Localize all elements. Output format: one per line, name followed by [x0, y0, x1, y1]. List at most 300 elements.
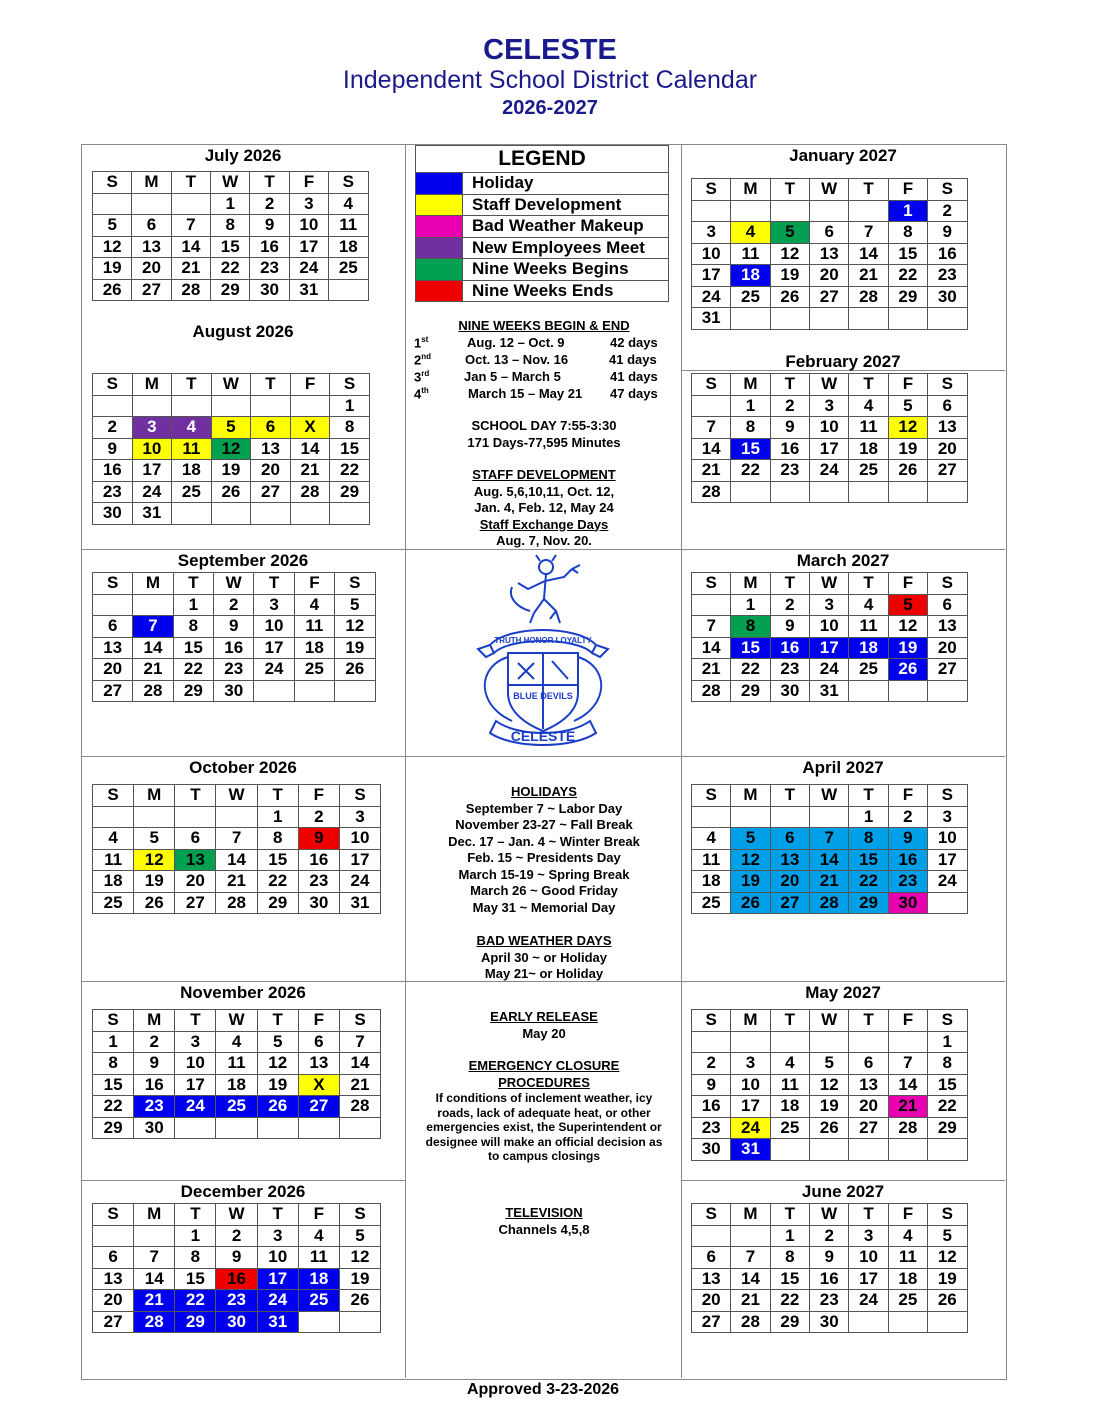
weekday-header-row [93, 172, 369, 194]
legend-swatch-nine-weeks-begins [416, 259, 463, 281]
weekday-header: F [290, 374, 330, 396]
empty-day-cell [888, 1139, 927, 1161]
month-title-november-2026: November 2026 [180, 983, 306, 1002]
day-cell: 8 [330, 417, 370, 439]
day-cell: 30 [928, 286, 967, 308]
day-cell: 18 [731, 265, 770, 287]
weekday-header: F [888, 1010, 927, 1032]
day-cell: 3 [289, 193, 328, 215]
empty-day-cell [731, 481, 770, 503]
legend-label-staff-development: Staff Development [463, 194, 669, 216]
day-cell: 24 [731, 1117, 770, 1139]
day-cell: 13 [849, 1074, 888, 1096]
day-cell: 31 [132, 503, 172, 525]
day-cell: 15 [731, 637, 770, 659]
day-cell: 30 [214, 680, 254, 702]
day-cell: 27 [298, 1096, 339, 1118]
column-divider-left [405, 144, 406, 1378]
day-cell: 2 [134, 1031, 175, 1053]
legend-label-bad-weather: Bad Weather Makeup [463, 216, 669, 238]
day-cell: 11 [770, 1074, 809, 1096]
staff-development-dates-2: Jan. 4, Feb. 12, May 24 [474, 500, 614, 515]
day-cell: 7 [216, 828, 257, 850]
week-row [93, 236, 369, 258]
week-row [692, 1053, 968, 1075]
week-row [93, 1096, 381, 1118]
weekday-header: S [93, 1204, 134, 1226]
day-cell: 16 [692, 1096, 731, 1118]
day-cell: 20 [175, 871, 216, 893]
weekday-header: T [849, 785, 888, 807]
empty-day-cell [134, 1225, 175, 1247]
day-cell: 27 [93, 680, 133, 702]
month-title-january-2027: January 2027 [789, 146, 897, 165]
empty-day-cell [810, 1139, 849, 1161]
day-cell: 23 [93, 481, 133, 503]
day-cell: 25 [294, 659, 334, 681]
week-row [692, 806, 968, 828]
day-cell: 29 [173, 680, 213, 702]
empty-day-cell [134, 806, 175, 828]
month-title-march-2027: March 2027 [796, 551, 890, 570]
day-cell: 4 [93, 828, 134, 850]
day-cell: 29 [928, 1117, 967, 1139]
day-cell: 20 [770, 871, 809, 893]
day-cell: 14 [731, 1268, 770, 1290]
day-cell: 6 [810, 222, 849, 244]
day-cell: 25 [216, 1096, 257, 1118]
day-cell: 19 [211, 460, 251, 482]
month-title-december-2026: December 2026 [180, 1182, 306, 1201]
day-cell: 21 [849, 265, 888, 287]
day-cell: 7 [810, 828, 849, 850]
day-cell: 13 [93, 637, 133, 659]
week-row [93, 460, 370, 482]
day-cell: 24 [254, 659, 294, 681]
day-cell: 12 [888, 417, 927, 439]
day-cell: 14 [290, 438, 330, 460]
day-cell: 9 [888, 828, 927, 850]
day-cell: 31 [731, 1139, 770, 1161]
weekday-header: T [175, 785, 216, 807]
day-cell: 28 [133, 680, 173, 702]
day-cell: 1 [770, 1225, 809, 1247]
empty-day-cell [731, 806, 770, 828]
month-title-february-2027: February 2027 [785, 352, 901, 371]
empty-day-cell [810, 806, 849, 828]
day-cell: 26 [211, 481, 251, 503]
day-cell: 13 [175, 849, 216, 871]
day-cell: 22 [731, 460, 770, 482]
legend-label-nine-weeks-begins: Nine Weeks Begins [463, 259, 669, 281]
day-cell: 1 [330, 395, 370, 417]
day-cell: 19 [335, 637, 375, 659]
day-cell: 30 [134, 1117, 175, 1139]
weekday-header: F [289, 172, 328, 194]
nine-weeks-row [414, 352, 676, 369]
day-cell: 2 [214, 594, 254, 616]
day-cell: 3 [849, 1225, 888, 1247]
week-row [93, 659, 376, 681]
week-row [692, 849, 968, 871]
page-title: CELESTE [483, 34, 617, 66]
week-row [692, 659, 968, 681]
day-cell: 28 [810, 892, 849, 914]
day-cell: 21 [692, 460, 731, 482]
day-cell: 10 [257, 1247, 298, 1269]
nine-weeks-days: 41 days [610, 369, 658, 384]
weekday-header: S [928, 785, 967, 807]
day-cell: 22 [93, 1096, 134, 1118]
nine-weeks-days: 42 days [610, 335, 658, 350]
day-cell: 16 [93, 460, 133, 482]
weekday-header: T [175, 1010, 216, 1032]
empty-day-cell [731, 200, 770, 222]
row-divider-2 [81, 756, 1005, 757]
day-cell: 2 [770, 395, 809, 417]
day-cell: 1 [173, 594, 213, 616]
day-cell: 8 [731, 417, 770, 439]
holiday-line: March 26 ~ Good Friday [470, 883, 618, 898]
day-cell: 27 [175, 892, 216, 914]
day-cell: 12 [257, 1053, 298, 1075]
day-cell: 9 [770, 417, 809, 439]
day-cell: 14 [134, 1268, 175, 1290]
holiday-line: May 31 ~ Memorial Day [472, 899, 616, 915]
day-cell: 11 [888, 1247, 927, 1269]
day-cell: 12 [335, 616, 375, 638]
day-cell: 1 [731, 594, 770, 616]
approval-date: Approved 3-23-2026 [466, 1381, 620, 1398]
day-cell: 25 [849, 659, 888, 681]
weekday-header: F [294, 573, 334, 595]
weekday-header: S [335, 573, 375, 595]
weekday-header: F [298, 1010, 339, 1032]
day-cell: 22 [173, 659, 213, 681]
day-cell: 14 [133, 637, 173, 659]
empty-day-cell [770, 1031, 809, 1053]
day-cell: 4 [294, 594, 334, 616]
day-cell: 3 [731, 1053, 770, 1075]
day-cell: 9 [810, 1247, 849, 1269]
weekday-header: M [134, 1010, 175, 1032]
empty-day-cell [770, 308, 809, 330]
week-row [692, 265, 968, 287]
empty-day-cell [849, 200, 888, 222]
day-cell: 9 [770, 616, 809, 638]
day-cell: 7 [134, 1247, 175, 1269]
emergency-line: designee will make an official decision as [425, 1134, 663, 1149]
day-cell: 27 [692, 1311, 731, 1333]
weekday-header: M [132, 374, 172, 396]
day-cell: 4 [849, 395, 888, 417]
weekday-header-row [692, 179, 968, 201]
day-cell: 5 [888, 395, 927, 417]
day-cell: 25 [93, 892, 134, 914]
week-row [93, 871, 381, 893]
day-cell: 29 [330, 481, 370, 503]
day-cell: 24 [289, 258, 328, 280]
day-cell: 16 [250, 236, 289, 258]
weekday-header: S [339, 1010, 380, 1032]
day-cell: 24 [339, 871, 380, 893]
day-cell: 19 [888, 637, 927, 659]
day-cell: 11 [93, 849, 134, 871]
logo-school-name: CELESTE [510, 728, 576, 744]
day-cell: 6 [928, 395, 967, 417]
empty-day-cell [888, 1311, 927, 1333]
day-cell: 18 [849, 637, 888, 659]
day-cell: 25 [770, 1117, 809, 1139]
empty-day-cell [251, 395, 291, 417]
row-divider-4 [81, 1180, 405, 1181]
ordinal-suffix: rd [421, 369, 430, 378]
day-cell: 28 [290, 481, 330, 503]
day-cell: 17 [692, 265, 731, 287]
legend-swatch-nine-weeks-ends [416, 280, 463, 302]
week-row [93, 417, 370, 439]
day-cell: 15 [770, 1268, 809, 1290]
day-cell: 30 [298, 892, 339, 914]
weekday-header: W [211, 374, 251, 396]
early-release-title: EARLY RELEASE [490, 1009, 598, 1024]
day-cell: 23 [888, 871, 927, 893]
staff-exchange-title: Staff Exchange Days [479, 516, 609, 532]
empty-day-cell [888, 680, 927, 702]
day-cell: 1 [849, 806, 888, 828]
day-cell: 28 [849, 286, 888, 308]
day-cell: 3 [810, 395, 849, 417]
nine-weeks-ordinal [414, 352, 431, 367]
empty-day-cell [93, 395, 133, 417]
day-cell: 30 [216, 1311, 257, 1333]
week-row [93, 279, 369, 301]
empty-day-cell [133, 594, 173, 616]
weekday-header: T [770, 573, 809, 595]
day-cell: 14 [339, 1053, 380, 1075]
day-cell: 16 [770, 438, 809, 460]
week-row [692, 828, 968, 850]
day-cell: 13 [770, 849, 809, 871]
day-cell: 29 [211, 279, 250, 301]
weekday-header: F [888, 785, 927, 807]
weekday-header: S [330, 374, 370, 396]
empty-day-cell [810, 308, 849, 330]
month-grid-july-2026 [92, 171, 369, 301]
weekday-header: T [175, 1204, 216, 1226]
weekday-header: F [888, 374, 927, 396]
weekday-header: S [339, 785, 380, 807]
blue-devils-logo [468, 553, 618, 749]
day-cell: 13 [692, 1268, 731, 1290]
weekday-header: W [810, 374, 849, 396]
week-row [93, 1053, 381, 1075]
day-cell: 19 [339, 1268, 380, 1290]
month-grid-december-2026 [92, 1203, 381, 1333]
empty-day-cell [257, 1117, 298, 1139]
day-cell: 10 [849, 1247, 888, 1269]
day-cell: 8 [888, 222, 927, 244]
nine-weeks-range: March 15 – May 21 [468, 386, 583, 401]
weekday-header: T [770, 1010, 809, 1032]
month-title-october-2026: October 2026 [189, 758, 297, 777]
day-cell: 28 [731, 1311, 770, 1333]
day-cell: 15 [93, 1074, 134, 1096]
day-cell: 29 [731, 680, 770, 702]
day-cell: 19 [257, 1074, 298, 1096]
week-row [692, 1074, 968, 1096]
day-cell: 4 [849, 594, 888, 616]
day-cell: 21 [290, 460, 330, 482]
legend-swatch-new-employees [416, 237, 463, 259]
ordinal-suffix: th [421, 386, 429, 395]
nine-weeks-ordinal [414, 369, 429, 384]
day-cell: 28 [216, 892, 257, 914]
weekday-header: S [339, 1204, 380, 1226]
empty-day-cell [731, 1031, 770, 1053]
day-cell: 19 [810, 1096, 849, 1118]
week-row [692, 637, 968, 659]
empty-day-cell [294, 680, 334, 702]
day-cell: 15 [173, 637, 213, 659]
week-row [93, 806, 381, 828]
empty-day-cell [251, 503, 291, 525]
day-cell: 2 [810, 1225, 849, 1247]
day-cell: 20 [928, 438, 967, 460]
weekday-header: W [216, 1204, 257, 1226]
television-title: TELEVISION [505, 1205, 583, 1220]
weekday-header: M [134, 1204, 175, 1226]
day-cell: 9 [692, 1074, 731, 1096]
month-grid-february-2027 [691, 373, 968, 503]
nine-weeks-range: Jan 5 – March 5 [464, 369, 561, 384]
day-cell: 31 [810, 680, 849, 702]
weekday-header-row [692, 573, 968, 595]
day-cell: 31 [289, 279, 328, 301]
week-row [93, 193, 369, 215]
week-row [692, 417, 968, 439]
empty-day-cell [810, 1031, 849, 1053]
day-cell: 6 [93, 616, 133, 638]
week-row [93, 892, 381, 914]
weekday-header: M [731, 573, 770, 595]
day-cell: 23 [216, 1290, 257, 1312]
weekday-header: M [731, 785, 770, 807]
weekday-header: S [928, 179, 967, 201]
empty-day-cell [290, 395, 330, 417]
legend-swatch-holiday [416, 173, 463, 195]
day-cell: 10 [810, 417, 849, 439]
holiday-line: September 7 ~ Labor Day [465, 800, 623, 816]
day-cell: 22 [257, 871, 298, 893]
weekday-header: S [93, 573, 133, 595]
day-cell: 6 [251, 417, 291, 439]
day-cell: 5 [888, 594, 927, 616]
day-cell: 19 [731, 871, 770, 893]
empty-day-cell [290, 503, 330, 525]
day-cell: 6 [175, 828, 216, 850]
month-grid-march-2027 [691, 572, 968, 702]
week-row [93, 481, 370, 503]
weekday-header: T [770, 1204, 809, 1226]
early-release-date: May 20 [522, 1025, 566, 1041]
day-cell: 10 [692, 243, 731, 265]
day-cell: 16 [888, 849, 927, 871]
day-cell: 28 [134, 1311, 175, 1333]
empty-day-cell [810, 481, 849, 503]
weekday-header: T [250, 172, 289, 194]
day-cell: 3 [175, 1031, 216, 1053]
day-cell: 15 [731, 438, 770, 460]
week-row [93, 680, 376, 702]
day-cell: 18 [294, 637, 334, 659]
day-cell: 9 [216, 1247, 257, 1269]
month-grid-may-2027 [691, 1009, 968, 1161]
day-cell: 3 [339, 806, 380, 828]
day-cell: 22 [888, 265, 927, 287]
week-row [692, 1096, 968, 1118]
weekday-header: M [133, 573, 173, 595]
day-cell: 5 [134, 828, 175, 850]
day-cell: 17 [810, 637, 849, 659]
day-cell: 5 [335, 594, 375, 616]
day-cell: 11 [172, 438, 212, 460]
empty-day-cell [770, 200, 809, 222]
day-cell: 14 [692, 637, 731, 659]
week-row [93, 849, 381, 871]
week-row [93, 594, 376, 616]
day-cell: 5 [810, 1053, 849, 1075]
empty-day-cell [770, 481, 809, 503]
day-cell: 6 [692, 1247, 731, 1269]
month-grid-november-2026 [92, 1009, 381, 1139]
weekday-header: T [849, 1010, 888, 1032]
month-title-april-2027: April 2027 [802, 758, 884, 777]
day-cell: 2 [250, 193, 289, 215]
day-cell: 22 [330, 460, 370, 482]
day-cell: 17 [849, 1268, 888, 1290]
day-cell: 21 [133, 659, 173, 681]
day-cell: 23 [214, 659, 254, 681]
weekday-header: F [298, 1204, 339, 1226]
week-row [93, 1311, 381, 1333]
day-cell: 21 [888, 1096, 927, 1118]
nine-weeks-range: Aug. 12 – Oct. 9 [467, 335, 565, 350]
day-cell: 8 [770, 1247, 809, 1269]
day-cell: 7 [849, 222, 888, 244]
day-cell: 19 [770, 265, 809, 287]
legend-label-holiday: Holiday [463, 173, 669, 195]
weekday-header: W [810, 573, 849, 595]
empty-day-cell [692, 806, 731, 828]
week-row [93, 438, 370, 460]
ordinal-suffix: st [421, 335, 429, 344]
week-row [692, 616, 968, 638]
television-info [414, 1205, 674, 1238]
legend-label-new-employees: New Employees Meet [463, 237, 669, 259]
day-cell: 26 [93, 279, 132, 301]
day-cell: 1 [175, 1225, 216, 1247]
day-cell: 17 [810, 438, 849, 460]
week-row [93, 828, 381, 850]
empty-day-cell [298, 1311, 339, 1333]
day-cell: 2 [93, 417, 133, 439]
week-row [692, 680, 968, 702]
week-row [93, 395, 370, 417]
day-cell: 30 [93, 503, 133, 525]
day-cell: 17 [132, 460, 172, 482]
day-cell: 14 [849, 243, 888, 265]
